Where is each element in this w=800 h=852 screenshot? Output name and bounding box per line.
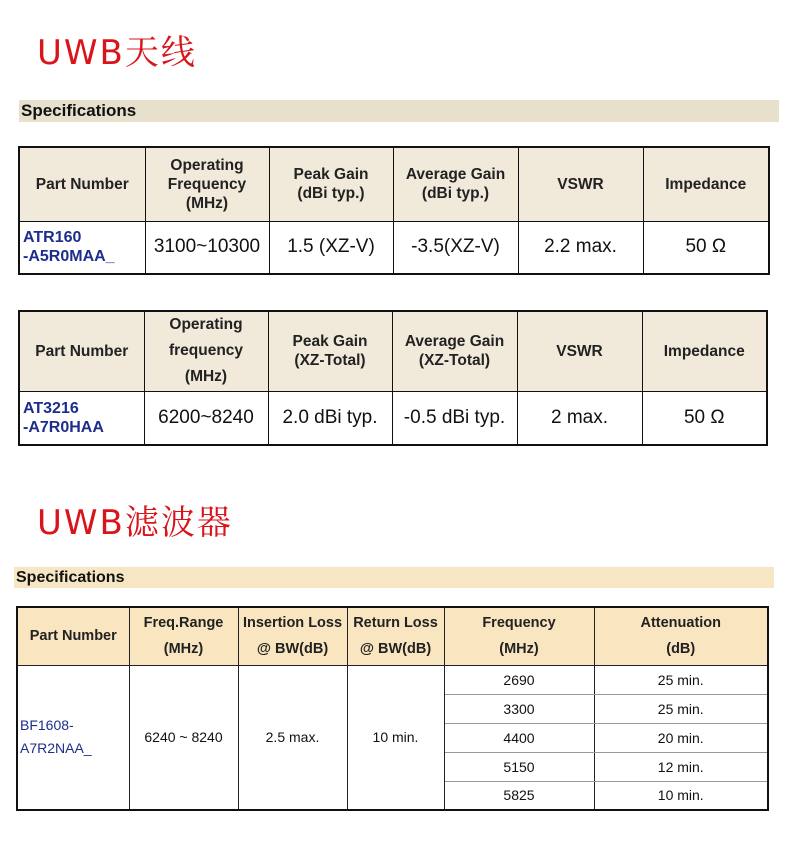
operating-frequency-cell: 6200~8240 — [144, 391, 268, 445]
header-operating-frequency: Operating frequency (MHz) — [144, 311, 268, 391]
attenuation-cell: 12 min. — [594, 752, 768, 781]
header-impedance: Impedance — [642, 311, 767, 391]
antenna-spec-table-2 — [18, 310, 768, 446]
impedance-cell: 50 Ω — [643, 221, 769, 274]
part-number-cell: AT3216 -A7R0HAA — [19, 391, 144, 445]
header-freq-range: Freq.Range (MHz) — [129, 607, 238, 665]
table-row — [19, 391, 767, 445]
table-row — [19, 221, 769, 274]
antenna-specifications-label: Specifications — [19, 100, 779, 122]
average-gain-cell: -0.5 dBi typ. — [392, 391, 517, 445]
filter-section-title: UWB滤波器 — [37, 503, 233, 543]
attenuation-cell: 10 min. — [594, 781, 768, 810]
header-vswr: VSWR — [518, 147, 643, 221]
filter-spec-table — [16, 606, 769, 811]
header-vswr: VSWR — [517, 311, 642, 391]
header-average-gain: Average Gain (XZ-Total) — [392, 311, 517, 391]
header-average-gain: Average Gain (dBi typ.) — [393, 147, 518, 221]
attenuation-cell: 20 min. — [594, 723, 768, 752]
frequency-cell: 3300 — [444, 694, 594, 723]
header-peak-gain: Peak Gain (XZ-Total) — [268, 311, 392, 391]
antenna-spec-table-1 — [18, 146, 770, 275]
peak-gain-cell: 1.5 (XZ-V) — [269, 221, 393, 274]
peak-gain-cell: 2.0 dBi typ. — [268, 391, 392, 445]
header-impedance: Impedance — [643, 147, 769, 221]
part-number-cell: BF1608- A7R2NAA_ — [17, 665, 129, 810]
antenna-section-title: UWB天线 — [37, 33, 197, 73]
attenuation-cell: 25 min. — [594, 665, 768, 694]
header-insertion-loss: Insertion Loss @ BW(dB) — [238, 607, 347, 665]
header-return-loss: Return Loss @ BW(dB) — [347, 607, 444, 665]
operating-frequency-cell: 3100~10300 — [145, 221, 269, 274]
table-header-row — [17, 607, 768, 665]
header-peak-gain: Peak Gain (dBi typ.) — [269, 147, 393, 221]
table-row — [17, 665, 768, 694]
table-header-row — [19, 311, 767, 391]
header-attenuation: Attenuation (dB) — [594, 607, 768, 665]
part-number-cell: ATR160 -A5R0MAA_ — [19, 221, 145, 274]
insertion-loss-cell: 2.5 max. — [238, 665, 347, 810]
table-header-row — [19, 147, 769, 221]
frequency-cell: 5150 — [444, 752, 594, 781]
header-operating-frequency: Operating Frequency (MHz) — [145, 147, 269, 221]
vswr-cell: 2.2 max. — [518, 221, 643, 274]
filter-specifications-label: Specifications — [14, 567, 774, 588]
average-gain-cell: -3.5(XZ-V) — [393, 221, 518, 274]
header-part-number: Part Number — [17, 607, 129, 665]
attenuation-cell: 25 min. — [594, 694, 768, 723]
header-frequency: Frequency (MHz) — [444, 607, 594, 665]
vswr-cell: 2 max. — [517, 391, 642, 445]
frequency-cell: 5825 — [444, 781, 594, 810]
freq-range-cell: 6240 ~ 8240 — [129, 665, 238, 810]
return-loss-cell: 10 min. — [347, 665, 444, 810]
frequency-cell: 4400 — [444, 723, 594, 752]
header-part-number: Part Number — [19, 311, 144, 391]
frequency-cell: 2690 — [444, 665, 594, 694]
header-part-number: Part Number — [19, 147, 145, 221]
impedance-cell: 50 Ω — [642, 391, 767, 445]
